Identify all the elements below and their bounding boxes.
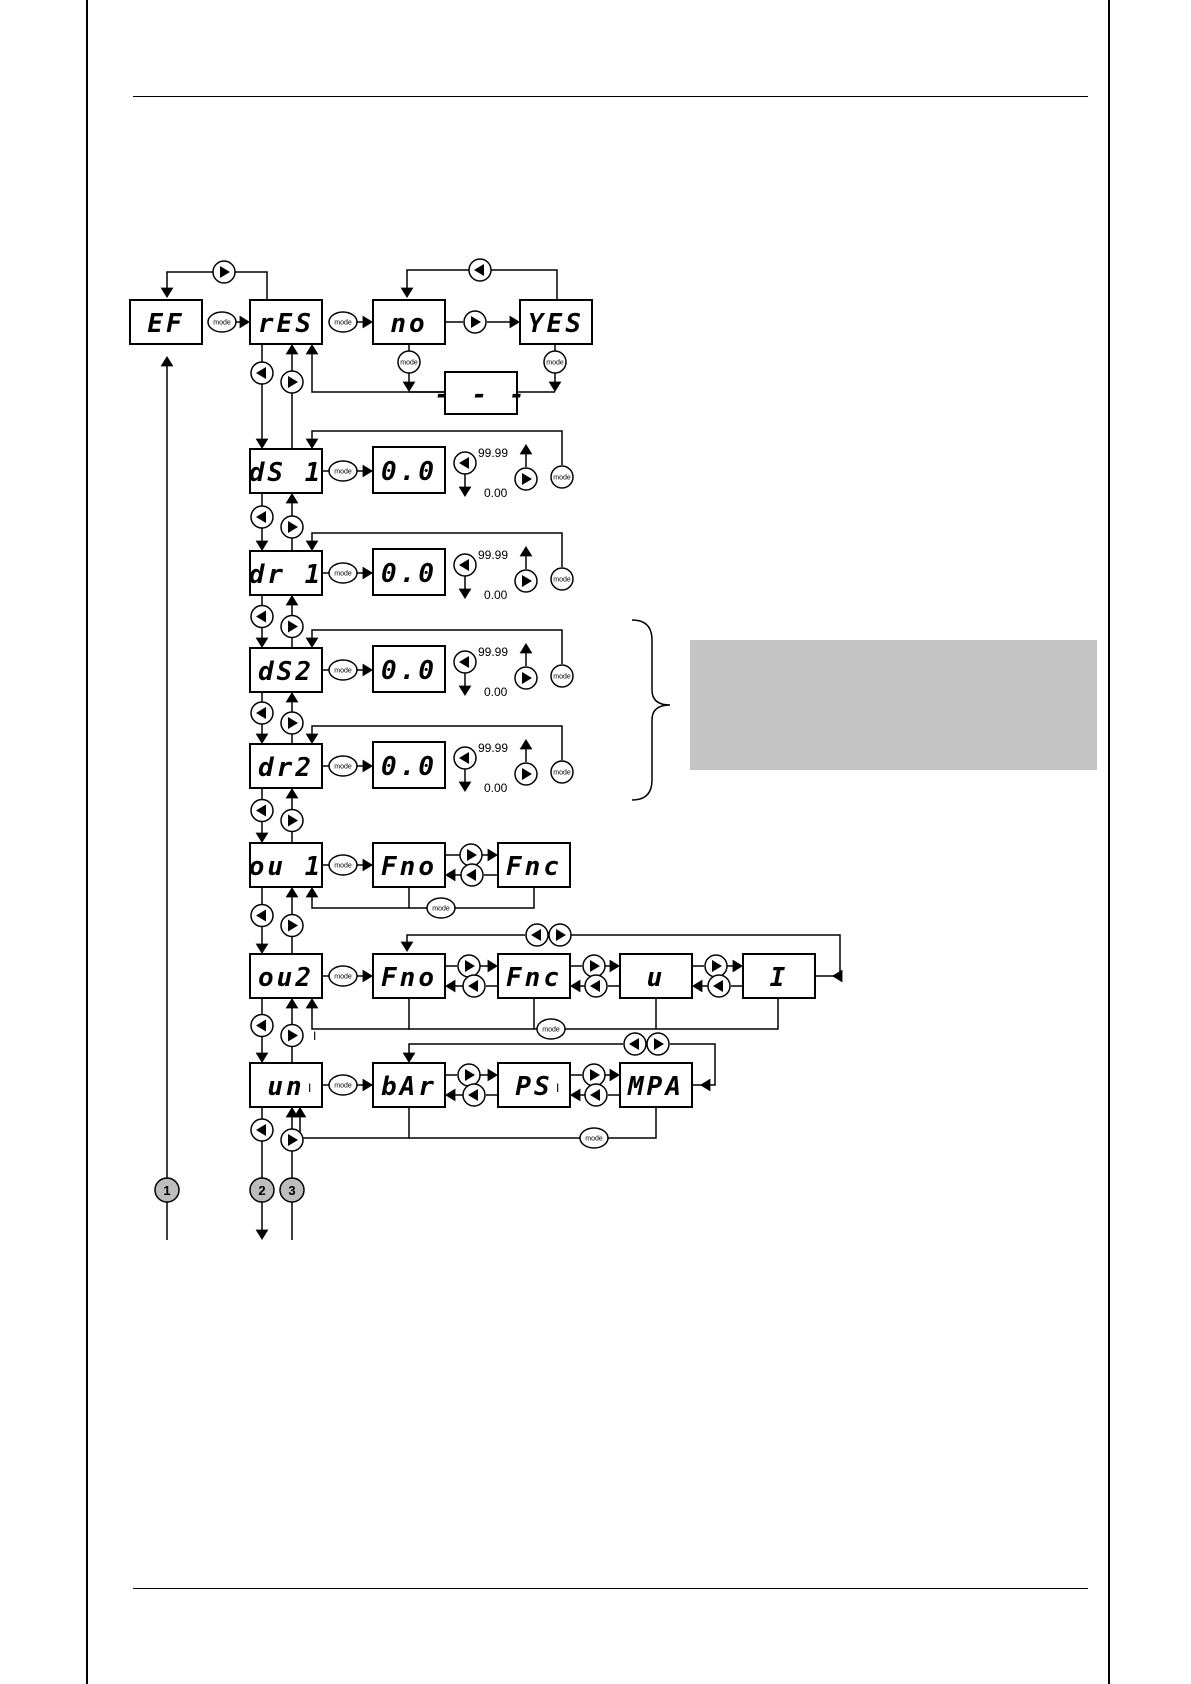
step-badge-label: 1 [163,1183,171,1198]
display-fnc-2 [498,954,570,998]
arrowhead [520,643,533,653]
arrowhead [363,859,373,872]
left-arrow-button-icon[interactable] [251,506,273,528]
connector-line [312,352,445,392]
mode-label: mode [542,1026,560,1034]
arrowhead [510,316,520,329]
display-fno-1 [373,843,445,887]
right-arrow-button-icon[interactable] [705,955,727,977]
mode-label: mode [334,667,352,675]
right-arrow-button-icon[interactable] [515,763,537,785]
arrowhead [488,849,498,862]
arrowhead [306,638,319,648]
display-u-text: u [646,963,666,993]
arrowhead [733,960,743,973]
arrowhead [306,734,319,744]
display-fnc-2-text: Fnc [506,963,562,993]
right-arrow-button-icon[interactable] [515,468,537,490]
display-fno-1-text: Fno [381,852,437,882]
mode-button-icon[interactable] [427,898,455,918]
display-uni [250,1063,322,1107]
mode-button-icon[interactable] [551,761,573,783]
arrowhead [445,980,455,993]
arrowhead [700,1079,710,1092]
mode-label: mode [334,570,352,578]
arrowhead [286,493,299,503]
left-arrow-button-icon[interactable] [251,800,273,822]
right-arrow-button-icon[interactable] [515,570,537,592]
mode-label: mode [334,319,352,327]
display-value-dr1 [373,549,445,595]
arrowhead [286,788,299,798]
right-arrow-button-icon[interactable] [281,712,303,734]
arrowhead [306,541,319,551]
mode-label: mode [553,474,571,482]
left-arrow-button-icon[interactable] [251,1119,273,1141]
mode-label: mode [432,905,450,913]
display-value-dr2 [373,742,445,788]
arrowhead [363,664,373,677]
mode-button-icon[interactable] [329,756,357,776]
left-arrow-button-icon[interactable] [454,554,476,576]
step-badge-3 [280,1178,304,1202]
mode-button-icon[interactable] [329,855,357,875]
left-arrow-button-icon[interactable] [624,1033,646,1055]
display-ou1-text: ou 1 [248,852,324,882]
display-uni-tick: I [308,1081,312,1095]
display-ou2 [250,954,322,998]
connector-line [409,1107,580,1138]
display-i [743,954,815,998]
arrowhead [363,760,373,773]
display-value-ds2 [373,646,445,692]
display-mpa [620,1063,692,1107]
mode-button-icon[interactable] [329,312,357,332]
mode-button-icon[interactable] [551,665,573,687]
step-badge-label: 3 [288,1183,296,1198]
mode-button-icon[interactable] [544,351,566,373]
left-arrow-button-icon[interactable] [251,702,273,724]
arrowhead [401,942,414,952]
mode-button-icon[interactable] [551,466,573,488]
right-arrow-button-icon[interactable] [458,955,480,977]
arrowhead [363,970,373,983]
arrowhead [286,692,299,702]
mode-label: mode [553,576,571,584]
mode-label: mode [334,763,352,771]
connector-line [300,1115,409,1138]
max-value-label: 99.99 [478,446,509,460]
connector-line [409,1044,623,1055]
arrowhead [286,998,299,1008]
display-i-text: I [769,963,789,993]
left-arrow-button-icon[interactable] [251,362,273,384]
connector-line [409,887,427,908]
mode-button-icon[interactable] [398,351,420,373]
arrowhead [459,686,472,696]
arrowhead [832,970,842,983]
mode-button-icon[interactable] [329,1075,357,1095]
display-no-text: no [390,309,428,339]
display-ds2 [250,648,322,692]
display-fnc-1-text: Fnc [506,852,562,882]
display-value-dr2-text: 0.0 [381,752,437,782]
mode-label: mode [334,468,352,476]
arrowhead [161,288,174,298]
arrowhead [286,595,299,605]
step-badge-2 [250,1178,274,1202]
connector-line [312,895,409,908]
mode-label: mode [334,862,352,870]
display-uni-text: un [267,1072,305,1102]
arrowhead [459,487,472,497]
arrowhead [363,316,373,329]
display-value-ds2-text: 0.0 [381,656,437,686]
display-dr2 [250,744,322,788]
right-arrow-button-icon[interactable] [281,1025,303,1047]
display-ou2-text: ou2 [258,963,314,993]
display-fnc-1 [498,843,570,887]
display-psi [498,1063,570,1107]
right-arrow-button-icon[interactable] [281,810,303,832]
min-value-label: 0.00 [484,685,508,699]
arrowhead [286,1107,299,1117]
display-no [373,300,445,344]
right-arrow-button-icon[interactable] [281,371,303,393]
mode-label: mode [546,359,564,367]
arrowhead [610,1069,620,1082]
right-arrow-button-icon[interactable] [647,1033,669,1055]
arrowhead [520,444,533,454]
arrowhead [256,1230,269,1240]
left-arrow-button-icon[interactable] [708,975,730,997]
ou2-tick-mark: I [313,1029,317,1043]
right-arrow-button-icon[interactable] [515,667,537,689]
right-arrow-button-icon[interactable] [458,1064,480,1086]
left-arrow-button-icon[interactable] [454,747,476,769]
mode-button-icon[interactable] [329,966,357,986]
display-dr1-text: dr 1 [248,560,324,590]
mode-label: mode [334,973,352,981]
connector-line [455,887,534,908]
step-badge-label: 2 [258,1183,266,1198]
left-arrow-button-icon[interactable] [251,1015,273,1037]
display-dr1 [249,551,324,595]
left-arrow-button-icon[interactable] [585,975,607,997]
right-arrow-button-icon[interactable] [281,616,303,638]
display-res-text: rES [258,309,314,339]
left-arrow-button-icon[interactable] [454,452,476,474]
mode-label: mode [553,769,571,777]
connector-line [608,1107,656,1138]
max-value-label: 99.99 [478,741,509,755]
display-psi-text: PS [515,1072,553,1102]
right-arrow-button-icon[interactable] [460,844,482,866]
arrowhead [488,1069,498,1082]
arrowhead [306,998,319,1008]
display-ef-text: EF [147,309,185,339]
arrowhead [570,1089,580,1102]
mode-button-icon[interactable] [537,1019,565,1039]
arrowhead [256,439,269,449]
arrowhead [488,960,498,973]
arrowhead [549,382,562,392]
arrowhead [256,944,269,954]
display-dashes [434,372,527,414]
display-value-ds1 [373,447,445,493]
mode-label: mode [400,359,418,367]
left-arrow-button-icon[interactable] [463,975,485,997]
display-ou1 [249,843,324,887]
arrowhead [286,344,299,354]
arrowhead [459,589,472,599]
mode-button-icon[interactable] [580,1128,608,1148]
right-arrow-button-icon[interactable] [281,915,303,937]
left-arrow-button-icon[interactable] [461,864,483,886]
arrowhead [445,1089,455,1102]
connector-line [407,935,525,945]
min-value-label: 0.00 [484,486,508,500]
left-arrow-button-icon[interactable] [251,905,273,927]
display-dr2-text: dr2 [258,753,314,783]
arrowhead [306,344,319,354]
display-bar [373,1063,445,1107]
right-arrow-button-icon[interactable] [281,1129,303,1151]
arrowhead [401,288,414,298]
arrowhead [520,546,533,556]
curly-brace [632,620,670,800]
mode-label: mode [334,1082,352,1090]
display-yes [520,300,592,344]
right-arrow-button-icon[interactable] [549,924,571,946]
mode-button-icon[interactable] [551,568,573,590]
arrowhead [403,1053,416,1063]
mode-button-icon[interactable] [208,312,236,332]
left-arrow-button-icon[interactable] [251,606,273,628]
arrowhead [240,316,250,329]
arrowhead [286,887,299,897]
arrowhead [256,1053,269,1063]
arrowhead [570,980,580,993]
right-arrow-button-icon[interactable] [464,311,486,333]
max-value-label: 99.99 [478,645,509,659]
connector-line [312,1006,409,1029]
connector-line [565,998,778,1029]
arrowhead [445,869,455,882]
display-ds1-text: dS 1 [248,458,324,488]
display-ds1 [249,449,324,493]
arrowhead [306,439,319,449]
display-mpa-text: MPA [628,1072,684,1102]
arrowhead [692,980,702,993]
arrowhead [306,887,319,897]
mode-button-icon[interactable] [329,563,357,583]
arrowhead [520,739,533,749]
display-value-dr1-text: 0.0 [381,559,437,589]
display-dashes-text: - - - [434,380,528,410]
arrowhead [161,356,174,366]
arrowhead [256,638,269,648]
right-arrow-button-icon[interactable] [213,261,235,283]
arrowhead [256,541,269,551]
display-ef [130,300,202,344]
max-value-label: 99.99 [478,548,509,562]
arrowhead [610,960,620,973]
display-u [620,954,692,998]
left-arrow-button-icon[interactable] [454,651,476,673]
display-value-ds1-text: 0.0 [381,457,437,487]
arrowhead [403,382,416,392]
arrowhead [363,567,373,580]
mode-label: mode [553,673,571,681]
display-fno-2-text: Fno [381,963,437,993]
display-psi-tick: I [556,1081,560,1095]
mode-label: mode [213,319,231,327]
arrowhead [363,1079,373,1092]
arrowhead [363,465,373,478]
step-badge-1 [155,1178,179,1202]
display-yes-text: YES [528,309,584,339]
arrowhead [256,833,269,843]
mode-button-icon[interactable] [329,660,357,680]
display-fno-2 [373,954,445,998]
right-arrow-button-icon[interactable] [583,1064,605,1086]
min-value-label: 0.00 [484,781,508,795]
min-value-label: 0.00 [484,588,508,602]
mode-button-icon[interactable] [329,461,357,481]
display-ds2-text: dS2 [258,657,314,687]
arrowhead [256,734,269,744]
left-arrow-button-icon[interactable] [463,1084,485,1106]
display-res [250,300,322,344]
left-arrow-button-icon[interactable] [469,259,491,281]
right-arrow-button-icon[interactable] [583,955,605,977]
right-arrow-button-icon[interactable] [281,516,303,538]
connector-line [409,998,537,1029]
arrowhead [459,782,472,792]
left-arrow-button-icon[interactable] [526,924,548,946]
mode-label: mode [585,1135,603,1143]
left-arrow-button-icon[interactable] [585,1084,607,1106]
display-bar-text: bAr [381,1072,437,1102]
